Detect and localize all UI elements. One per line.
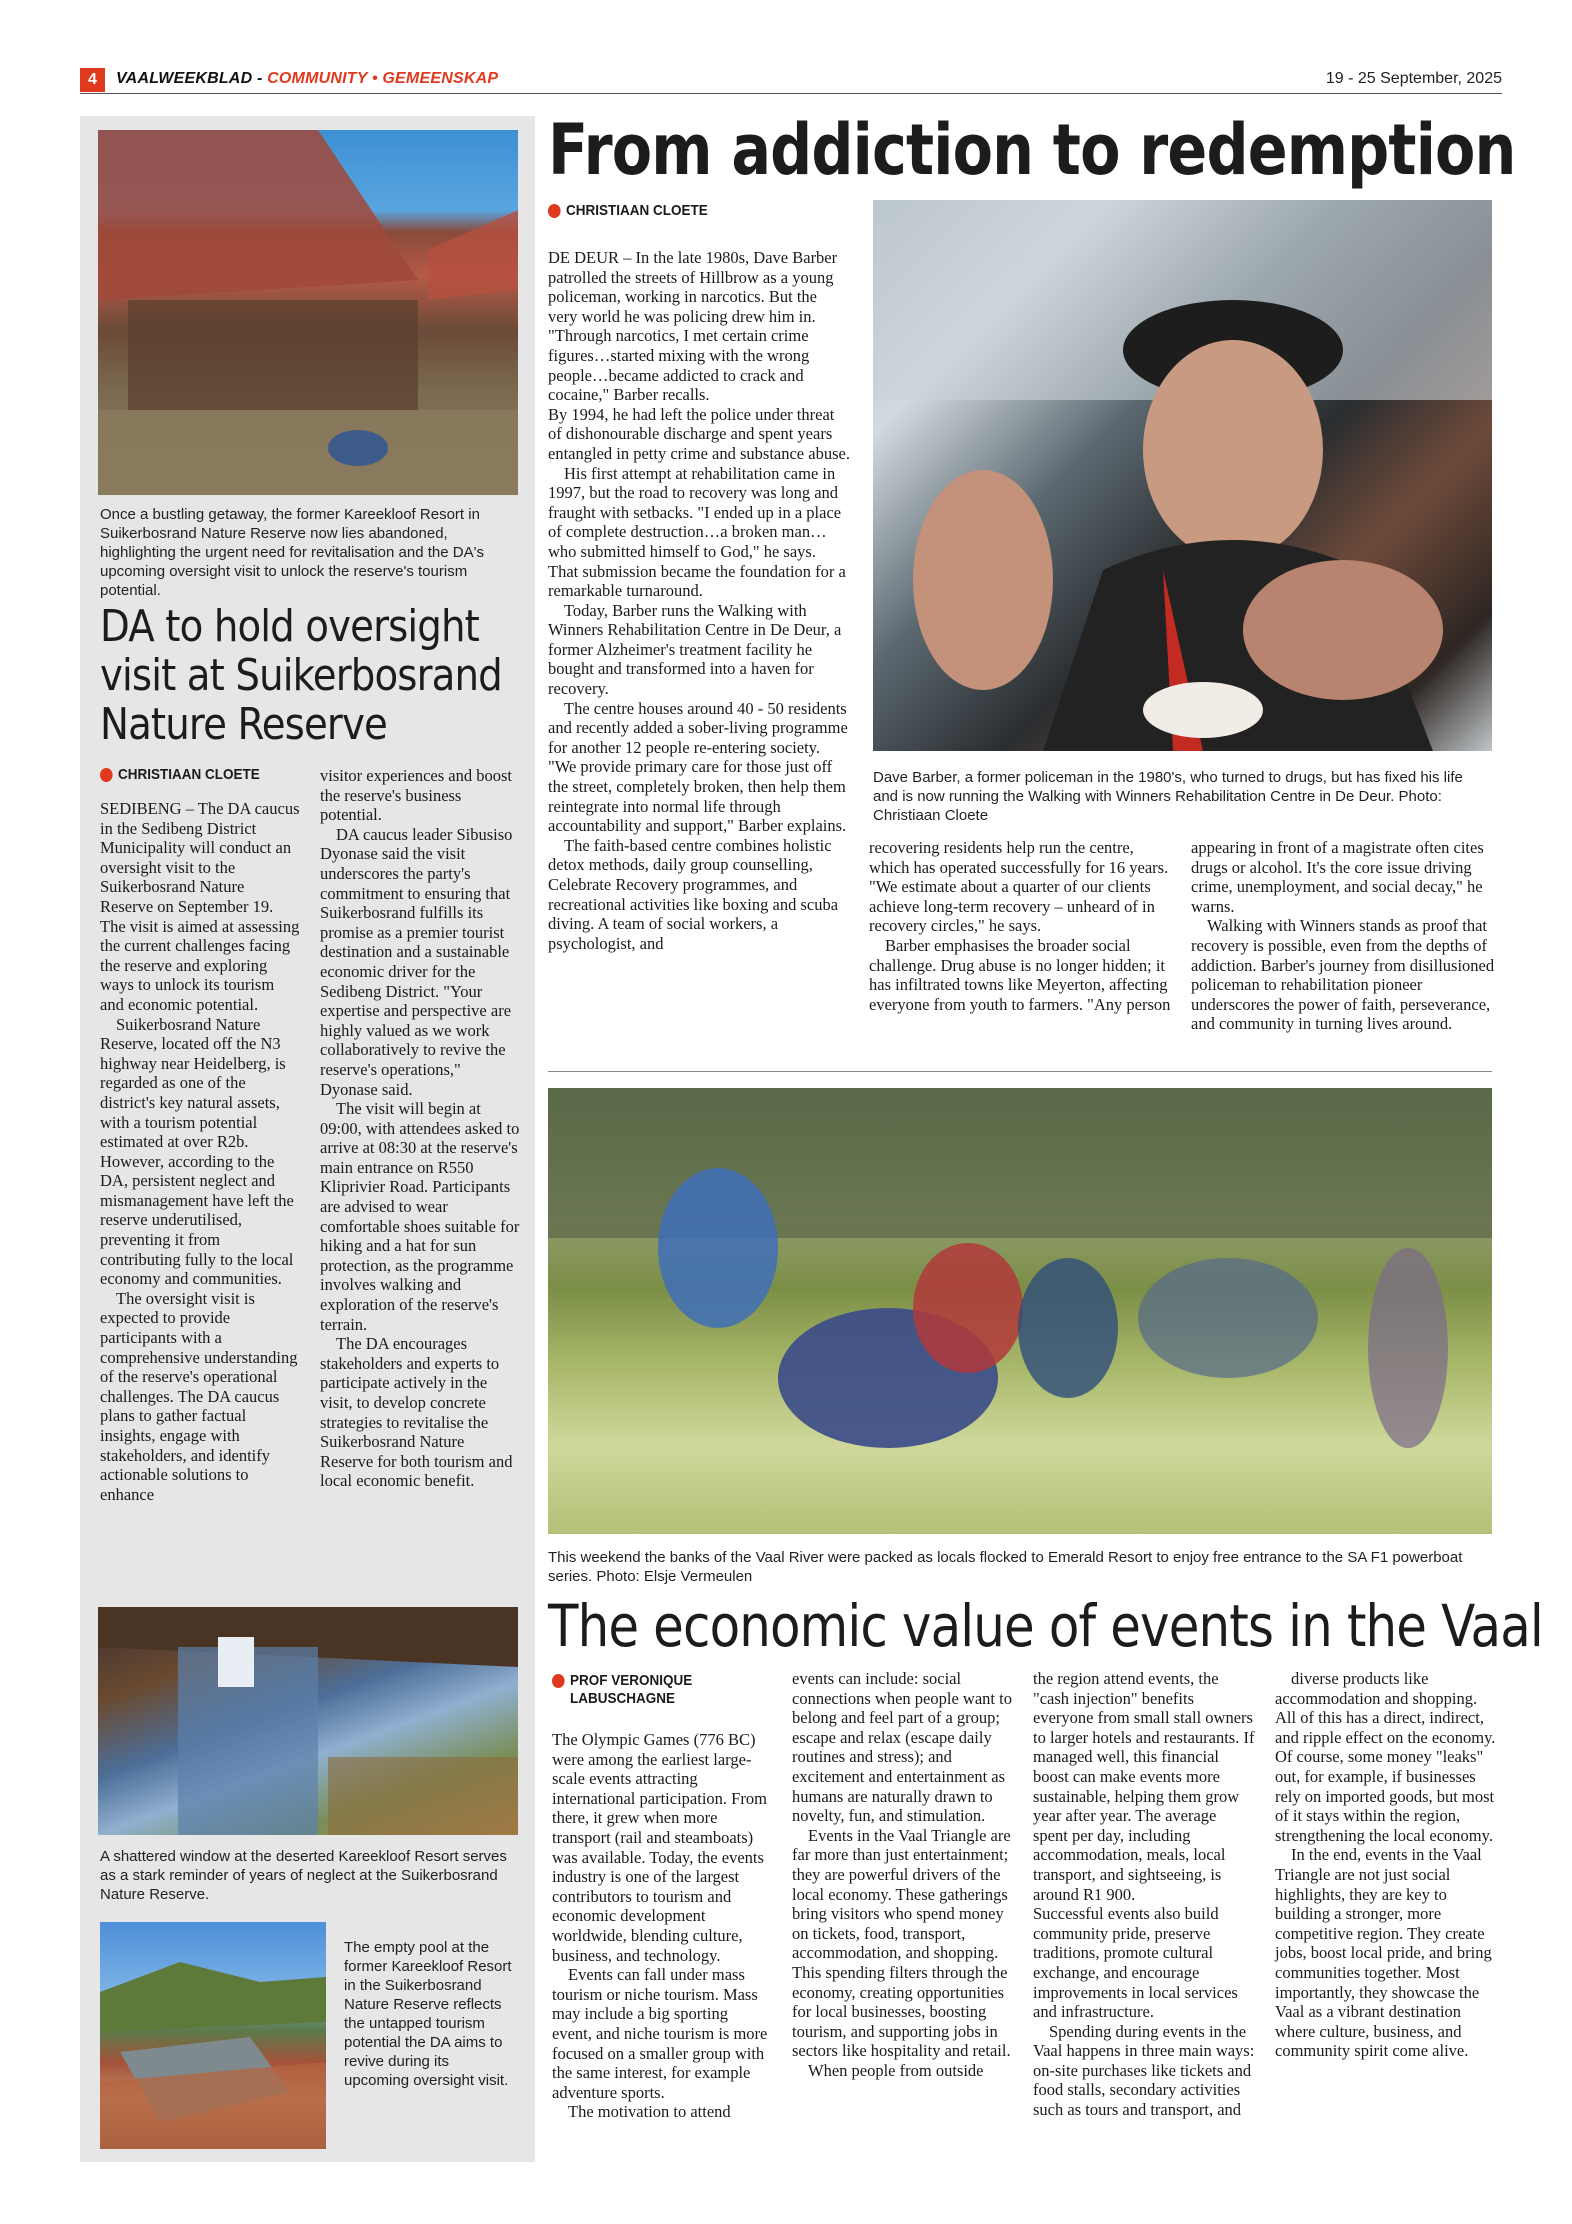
paragraph: By 1994, he had left the police under threat of dishonourable discharge and spent years entangled in petty crime and substance abuse. <box>548 404 850 463</box>
page-header <box>80 68 1502 94</box>
section-name: COMMUNITY • GEMEENSKAP <box>267 70 499 87</box>
pool-icon <box>100 1922 326 2149</box>
da-column-1 <box>100 799 300 1504</box>
econ-column-1 <box>552 1730 770 2122</box>
econ-headline: The economic value of events in the Vaal <box>548 1592 1543 1660</box>
paragraph: appearing in front of a magistrate often cites drugs or alcohol. It's the core issue driving crime, unemployment, and social decay," he warns. <box>1191 838 1484 916</box>
lead-column-3 <box>1191 838 1496 1034</box>
resort-photo <box>98 130 518 495</box>
da-byline <box>100 766 260 784</box>
red-dot-icon <box>548 204 561 218</box>
paragraph: recovering residents help run the centre, which has operated successfully for 16 years. "We estimate about a quarter of our clients achieve long-term recovery – unheard of in recovery circles," he says. <box>869 838 1169 936</box>
paragraph: The visit will begin at 09:00, with attendees asked to arrive at 08:30 at the reserve's main entrance on R550 Kliprivier Road. Participants are advised to wear comfortable shoes suitable for hiking and a hat for sun protection, as the programme involves walking and exploration of the reserve's terrain. <box>320 1099 520 1334</box>
paragraph: Events can fall under mass tourism or niche tourism. Mass may include a big sporting event, and niche tourism is more focused on a smaller group with the same interest, for example adventure sports. <box>552 1965 768 2102</box>
window-photo-caption: A shattered window at the deserted Kareekloof Resort serves as a stark reminder of years of neglect at the Suikerbosrand Nature Reserve. <box>100 1848 507 1903</box>
paragraph: visitor experiences and boost the reserve's business potential. <box>320 766 512 825</box>
lead-column-1 <box>548 248 850 953</box>
paragraph: The centre houses around 40 - 50 residents and recently added a sober-living programme for another 12 people re-entering society. "We provide primary care for those just off the street, completely broken, then help them reintegrate into normal life through accountability and support," Barber explains. <box>548 698 848 836</box>
paragraph: "Through narcotics, I met certain crime figures…started mixing with the wrong people…became addicted to crack and cocaine," Barber recalls. <box>548 326 810 405</box>
crowd-photo <box>548 1088 1492 1534</box>
paragraph: DA caucus leader Sibusiso Dyonase said the visit underscores the party's commitment to ensuring that Suikerbosrand fulfills its promise as a premier tourist destination and a sustainable economic driver for the Sedibeng District. "Your expertise and perspective are highly valued as we work collaboratively to revive the reserve's operations," Dyonase said. <box>320 824 513 1099</box>
issue-date: 19 - 25 September, 2025 <box>1325 70 1502 87</box>
window-photo <box>98 1607 518 1835</box>
crowd-photo-caption: This weekend the banks of the Vaal River were packed as locals flocked to Emerald Resort to enjoy free entrance to the SA F1 powerboat series. Photo: Elsje Vermeulen <box>548 1549 1463 1585</box>
lead-headline: From addiction to redemption <box>548 109 1516 191</box>
red-dot-icon <box>100 768 113 782</box>
lead-column-2 <box>869 838 1176 1014</box>
da-byline-text: CHRISTIAAN CLOETE <box>118 766 260 783</box>
lead-byline <box>548 202 708 220</box>
econ-column-3 <box>1033 1669 1255 2120</box>
pool-photo-caption: The empty pool at the former Kareekloof Resort in the Suikerbosrand Nature Reserve reflects the untapped tourism potential the DA aims to revive during its upcoming oversight visit. <box>344 1939 512 2089</box>
paragraph: Events in the Vaal Triangle are far more than just entertainment; they are powerful drivers of the local economy. These gatherings bring visitors who spend money on tickets, food, transport, accommodation, and shopping. This spending filters through the economy, creating opportunities for local businesses, boosting tourism, and supporting jobs in sectors like hospitality and retail. <box>792 1825 1011 2061</box>
crowd-scene-icon <box>548 1088 1492 1534</box>
paragraph: His first attempt at rehabilitation came in 1997, but the road to recovery was long and fraught with setbacks. "I ended up in a place of complete destruction…a broken man…who submitted himself to God," he says. That submission became the foundation for a remarkable turnaround. <box>548 463 846 601</box>
paragraph: Of course, some money "leaks" out, for example, if businesses rely on imported goods, but most of it stays within the region, strengthening the local economy. <box>1275 1747 1495 1845</box>
paragraph: events can include: social connections when people want to belong and feel part of a group; escape and relax (escape daily routines and stress); and excitement and entertainment as humans are naturally drawn to novelty, fun, and stimulation. <box>792 1669 1012 1826</box>
paragraph: Walking with Winners stands as proof that recovery is possible, even from the depths of addiction. Barber's journey from disillusioned policeman to rehabilitation pioneer underscores the power of faith, perseverance, and community in turning lives around. <box>1191 916 1495 1034</box>
da-headline: DA to hold oversight visit at Suikerbosrand Nature Reserve <box>100 601 502 750</box>
paragraph: diverse products like accommodation and shopping. All of this has a direct, indirect, and ripple effect on the economy. <box>1275 1669 1496 1747</box>
paragraph: The DA encourages stakeholders and experts to participate actively in the visit, to develop concrete strategies to revitalise the Suikerbosrand Nature Reserve for both tourism and local economic benefit. <box>320 1334 513 1491</box>
paragraph: The motivation to attend <box>568 2102 731 2122</box>
red-dot-icon <box>552 1674 565 1688</box>
paragraph: Successful events also build community pride, preserve traditions, promote cultural exchange, and encourage improvements in local services and infrastructure. <box>1033 1904 1238 2022</box>
publication-title: VAALWEEKBLAD - <box>116 70 268 87</box>
paragraph: Today, Barber runs the Walking with Winners Rehabilitation Centre in De Deur, a former Alzheimer's treatment facility he bought and transformed into a haven for recovery. <box>548 600 842 699</box>
resort-roof-icon <box>98 130 518 495</box>
paragraph: When people from outside <box>808 2060 984 2080</box>
paragraph: Spending during events in the Vaal happens in three main ways: on-site purchases like tickets and food stalls, secondary activities such as tours and transport, and <box>1033 2021 1255 2120</box>
paragraph: In the end, events in the Vaal Triangle are not just social highlights, they are key to building a stronger, more competitive region. They create jobs, boost local pride, and bring communities together. Most importantly, they showcase the Vaal as a vibrant destination where culture, business, and community spirit come alive. <box>1275 1845 1492 2061</box>
econ-column-4 <box>1275 1669 1497 2061</box>
paragraph: DE DEUR – In the late 1980s, Dave Barber patrolled the streets of Hillbrow as a young policeman, working in narcotics. But the very world he was policing drew him in. <box>548 248 838 326</box>
econ-byline-text: PROF VERONIQUE LABUSCHAGNE <box>570 1672 693 1707</box>
paragraph: Suikerbosrand Nature Reserve, located off the N3 highway near Heidelberg, is regarded as one of the district's key natural assets, with a tourism potential estimated at over R2b. However, according to the DA, persistent neglect and mismanagement have left the reserve underutilised, preventing it from contributing fully to the local economy and communities. <box>100 1014 294 1289</box>
barber-portrait-icon <box>873 200 1492 751</box>
da-column-2 <box>320 766 520 1491</box>
paragraph: The faith-based centre combines holistic detox methods, daily group counselling, Celebrate Recovery programmes, and recreational activities like boxing and scuba diving. A team of social workers, a psychologist, and <box>548 835 839 953</box>
pool-photo <box>100 1922 326 2149</box>
paragraph: The Olympic Games (776 BC) were among the earliest large-scale events attracting international participation. From there, it grew when more transport (rail and steamboats) was available. Today, the events industry is one of the largest contributors to tourism and economic development worldwide, blending culture, business, and technology. <box>552 1730 767 1965</box>
paragraph: SEDIBENG – The DA caucus in the Sedibeng District Municipality will conduct an oversight visit to the Suikerbosrand Nature Reserve on September 19. The visit is aimed at assessing the current challenges facing the reserve and exploring ways to unlock its tourism and economic potential. <box>100 799 300 1014</box>
window-frame-icon <box>98 1607 518 1835</box>
section-divider <box>548 1071 1492 1072</box>
paragraph: The oversight visit is expected to provide participants with a comprehensive understanding of the reserve's operational challenges. The DA caucus plans to gather factual insights, engage with stakeholders, and identify actionable solutions to enhance <box>100 1288 298 1504</box>
paragraph: Barber emphasises the broader social challenge. Drug abuse is no longer hidden; it has infiltrated towns like Meyerton, affecting everyone from youth to farmers. "Any person <box>869 935 1171 1014</box>
barber-photo-caption: Dave Barber, a former policeman in the 1980's, who turned to drugs, but has fixed his life and is now running the Walking with Winners Rehabilitation Centre in De Deur. Photo: Christiaan Cloete <box>873 769 1463 824</box>
lead-byline-text: CHRISTIAAN CLOETE <box>566 202 708 219</box>
page-number: 4 <box>80 68 105 92</box>
econ-byline <box>552 1672 710 1708</box>
barber-photo <box>873 200 1492 751</box>
econ-column-2 <box>792 1669 1014 2080</box>
paragraph: the region attend events, the "cash injection" benefits everyone from small stall owners to larger hotels and restaurants. If managed well, this financial boost can make events more sustainable, helping them grow year after year. The average spent per day, including accommodation, meals, local transport, and sightseeing, is around R1 900. <box>1033 1669 1255 1904</box>
publication-name <box>116 70 498 88</box>
resort-photo-caption: Once a bustling getaway, the former Kareekloof Resort in Suikerbosrand Nature Reserve now lies abandoned, highlighting the urgent need for revitalisation and the DA's upcoming oversight visit to unlock the reserve's tourism potential. <box>100 506 484 599</box>
